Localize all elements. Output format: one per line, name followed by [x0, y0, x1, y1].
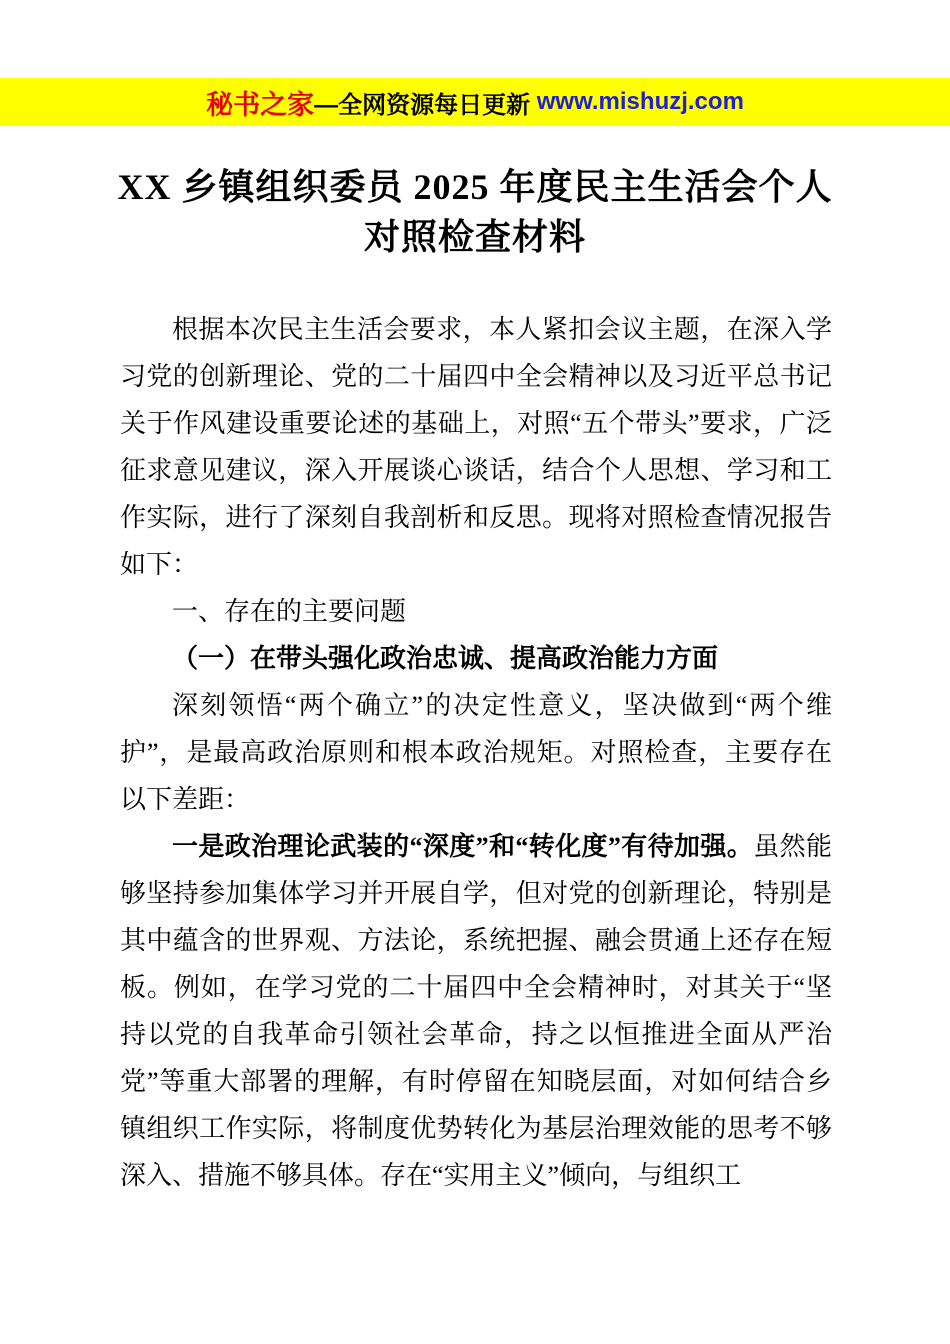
- site-url-link[interactable]: www.mishuzj.com: [536, 88, 744, 115]
- document-title-line-2: 对照检查材料: [363, 217, 586, 257]
- subsection-heading: [120, 635, 832, 682]
- text-run: 根据本次民主生活会要求，本人紧扣会议主题，在深入学习党的创新理论、党的二十届四中全会精神以及习近平总书记关于作风建设重要论述的基础上，对照“五个带头”要求，广泛征求意见建议，深入开展谈心谈话，结合个人思想、学习和工作实际，进行了深刻自我剖析和反思。现将对照检查情况报告如下：: [120, 315, 832, 579]
- body-paragraph: [120, 823, 832, 1199]
- document-title: [60, 162, 890, 262]
- site-brand-text: 秘书之家: [206, 89, 315, 120]
- bold-text-run: （一）在带头强化政治忠诚、提高政治能力方面: [172, 644, 719, 673]
- intro-paragraph: [120, 306, 832, 588]
- site-banner: [0, 78, 950, 126]
- document-body: [120, 306, 832, 1199]
- bold-text-run: 一是政治理论武装的“深度”和“转化度”有待加强。: [172, 832, 754, 861]
- document-title-line-1: XX 乡镇组织委员 2025 年度民主生活会个人: [117, 167, 833, 207]
- section-heading: [120, 588, 832, 635]
- text-run: 深刻领悟“两个确立”的决定性意义，坚决做到“两个维护”，是最高政治原则和根本政治规矩。对照检查，主要存在以下差距：: [120, 691, 832, 814]
- site-tagline-text: —全网资源每日更新: [314, 91, 537, 119]
- text-run: 一、存在的主要问题: [172, 597, 407, 626]
- body-paragraph: [120, 682, 832, 823]
- text-run: 虽然能够坚持参加集体学习并开展自学，但对党的创新理论，特别是其中蕴含的世界观、方法论，系统把握、融会贯通上还存在短板。例如，在学习党的二十届四中全会精神时，对其关于“坚持以党的自我革命引领社会革命，持之以恒推进全面从严治党”等重大部署的理解，有时停留在知晓层面，对如何结合乡镇组织工作实际，将制度优势转化为基层治理效能的思考不够深入、措施不够具体。存在“实用主义”倾向，与组织工: [120, 832, 832, 1190]
